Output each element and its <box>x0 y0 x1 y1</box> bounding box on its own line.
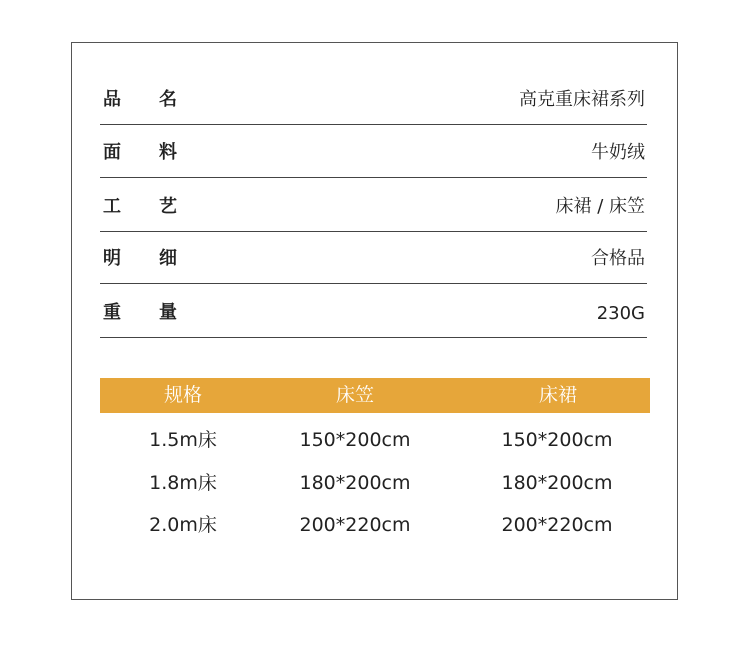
spec-value: 230G <box>596 303 645 324</box>
table-row <box>100 468 650 498</box>
size-table-header <box>100 378 650 413</box>
column-header-size: 规格 <box>163 384 202 406</box>
table-row <box>100 510 650 540</box>
table-cell: 2.0m床 <box>149 514 217 536</box>
spec-value: 牛奶绒 <box>591 142 645 163</box>
spec-row-craft <box>100 179 647 232</box>
spec-row-fabric <box>100 125 647 178</box>
column-header-bed-skirt: 床裙 <box>538 384 577 406</box>
table-cell: 150*200cm <box>501 429 613 451</box>
table-cell: 1.5m床 <box>149 429 217 451</box>
spec-label: 工艺 <box>103 196 215 217</box>
table-row <box>100 425 650 455</box>
spec-label: 重量 <box>103 302 215 323</box>
table-cell: 200*220cm <box>299 514 411 536</box>
table-cell: 1.8m床 <box>149 472 217 494</box>
spec-row-name <box>100 72 647 125</box>
table-cell: 180*200cm <box>501 472 613 494</box>
table-cell: 180*200cm <box>299 472 411 494</box>
spec-value: 床裙 / 床笠 <box>555 196 645 217</box>
table-cell: 200*220cm <box>501 514 613 536</box>
column-header-fitted-sheet: 床笠 <box>335 384 374 406</box>
spec-value: 合格品 <box>591 248 645 269</box>
spec-label: 品名 <box>103 89 215 110</box>
spec-label: 面料 <box>103 142 215 163</box>
table-cell: 150*200cm <box>299 429 411 451</box>
spec-label: 明细 <box>103 248 215 269</box>
spec-row-weight <box>100 285 647 338</box>
spec-row-detail <box>100 231 647 284</box>
spec-value: 高克重床裙系列 <box>519 89 645 110</box>
